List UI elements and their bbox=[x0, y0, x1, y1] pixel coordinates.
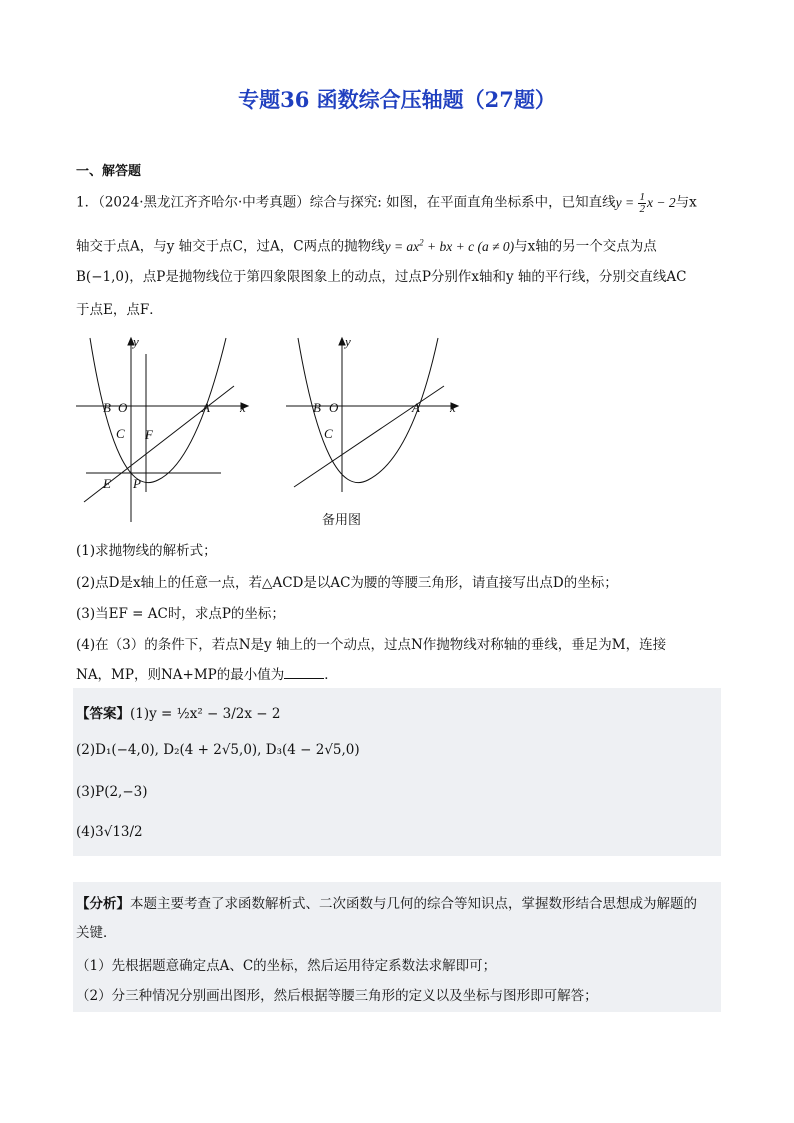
problem-line-4: 于点E，点F． bbox=[76, 302, 163, 318]
figure-caption: 备用图 bbox=[322, 513, 362, 528]
answer-4: (4)3√13/2 bbox=[76, 824, 143, 840]
question-1: (1)求抛物线的解析式； bbox=[76, 543, 217, 559]
question-2: (2)点D是x轴上的任意一点，若△ACD是以AC为腰的等腰三角形，请直接写出点D的坐标； bbox=[76, 575, 618, 591]
problem-line-2 bbox=[76, 233, 720, 256]
label-p: P bbox=[133, 476, 141, 491]
label-a-2: A bbox=[412, 400, 420, 415]
answer-1 bbox=[76, 702, 280, 722]
analysis-label: 【分析】 bbox=[76, 896, 130, 912]
problem-intro-end: 与x bbox=[675, 194, 697, 211]
figures bbox=[76, 332, 476, 532]
analysis-text: 本题主要考查了求函数解析式、二次函数与几何的综合等知识点，掌握数形结合思想成为解题的 bbox=[130, 896, 697, 912]
label-o: O bbox=[118, 400, 128, 415]
analysis-line-2: 关键． bbox=[76, 925, 117, 941]
question-4-text: NA，MP，则NA+MP的最小值为 bbox=[76, 667, 285, 683]
question-4: (4)在（3）的条件下，若点N是y 轴上的一个动点，过点N作抛物线对称轴的垂线，垂足为M，连接 bbox=[76, 637, 667, 653]
label-f: F bbox=[145, 427, 153, 442]
answer-2: (2)D₁(−4,0), D₂(4 + 2√5,0), D₃(4 − 2√5,0) bbox=[76, 742, 360, 758]
question-4-end: ． bbox=[324, 667, 338, 683]
section-heading: 一、解答题 bbox=[76, 164, 142, 179]
answer-3: (3)P(2,−3) bbox=[76, 784, 148, 800]
question-4-cont bbox=[76, 666, 720, 684]
analysis-step-1: （1）先根据题意确定点A、C的坐标，然后运用待定系数法求解即可； bbox=[76, 958, 497, 974]
line-equation: y = $\frac{1}{2}$ x − 2 bbox=[615, 191, 676, 215]
answer-blank bbox=[284, 666, 324, 679]
label-y-2: y bbox=[345, 334, 351, 349]
label-c: C bbox=[116, 426, 125, 441]
figure-backup bbox=[286, 338, 458, 492]
problem-intro: 1．（2024·黑龙江齐齐哈尔·中考真题）综合与探究: 如图，在平面直角坐标系中，已知直线 bbox=[76, 194, 616, 211]
answer-1-text: (1)y = ½x² − 3/2x − 2 bbox=[130, 706, 281, 722]
problem-line-3: B(−1,0)，点P是抛物线位于第四象限图象上的动点，过点P分别作x轴和y 轴的平行线，分别交直线AC bbox=[76, 269, 687, 285]
figure-main bbox=[76, 338, 248, 522]
analysis-line-1 bbox=[76, 895, 720, 913]
analysis-step-2: （2）分三种情况分别画出图形，然后根据等腰三角形的定义以及坐标与图形即可解答； bbox=[76, 988, 598, 1004]
label-e: E bbox=[103, 476, 111, 491]
page-title: 专题36 函数综合压轴题（27题） bbox=[238, 87, 556, 112]
question-3: (3)当EF = AC时，求点P的坐标； bbox=[76, 606, 285, 622]
label-a: A bbox=[202, 400, 210, 415]
parabola-equation: $y = ax^2$ + bx + c (a ≠ 0) bbox=[384, 237, 515, 254]
label-x-2: x bbox=[450, 400, 456, 415]
label-c-2: C bbox=[324, 426, 333, 441]
problem-text-end: 与x轴的另一个交点为点 bbox=[514, 238, 657, 255]
label-b: B bbox=[103, 400, 111, 415]
answer-label: 【答案】 bbox=[76, 706, 130, 722]
label-y: y bbox=[133, 334, 139, 349]
label-o-2: O bbox=[329, 400, 339, 415]
label-b-2: B bbox=[313, 400, 321, 415]
label-x: x bbox=[240, 400, 246, 415]
problem-line-1 bbox=[76, 192, 720, 215]
problem-text: 轴交于点A，与y 轴交于点C，过A，C两点的抛物线 bbox=[76, 238, 385, 255]
